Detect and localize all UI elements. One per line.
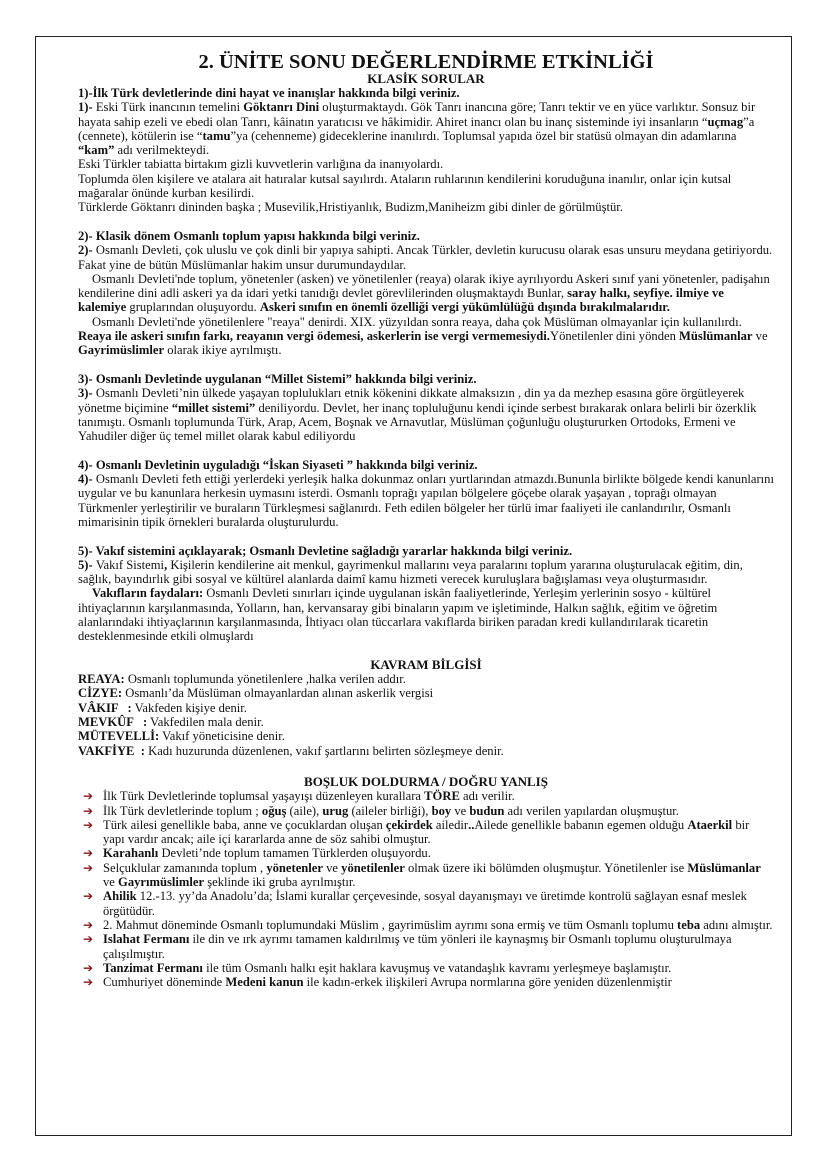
glossary-list [78, 672, 774, 758]
bold-text: 2)- [78, 243, 96, 258]
text-run: İlk Türk Devletlerinde toplumsal yaşayışı düzenleyen kurallara [103, 789, 425, 804]
text-run: olarak ikiye ayrılmıştı. [164, 343, 282, 358]
answer-paragraph [78, 243, 774, 272]
answer-paragraph [78, 157, 774, 171]
bold-text: Vakıfların faydaları: [92, 586, 204, 601]
text-run: gruplarından oluşuyordu. [126, 300, 260, 315]
bold-text: 5)- [78, 557, 96, 572]
answer-paragraph [78, 200, 774, 214]
text-run: 2. Mahmut döneminde Osmanlı toplumundaki Müslim , gayrimüslim ayrımı sona ermiş ve tüm Osmanlı toplumu [103, 917, 678, 932]
glossary-item [78, 701, 774, 715]
bold-text: urug [322, 803, 349, 818]
fill-item [83, 846, 774, 861]
text-run: ”a (cennete), kötülerin ise “ [78, 114, 755, 143]
text-run: ”ya (cehenneme) gideceklerine inanılırdı. Toplumsal yapıda özel bir statüsü olmayan din adamlarına [230, 128, 737, 143]
arrow-bullet-icon: ➔ [83, 860, 94, 875]
question-section-4 [78, 458, 774, 529]
text-run: Türklerde Göktanrı dininden başka ; Musevilik,Hristiyanlık, Budizm,Maniheizm gibi dinler de görülmüştür. [78, 200, 623, 215]
bold-text: Tanzimat Fermanı [103, 960, 203, 975]
bold-text: tamu [202, 128, 231, 143]
bold-text: teba [677, 917, 701, 932]
bold-text: Karahanlı [103, 846, 159, 861]
fill-item [83, 975, 774, 990]
fill-item [83, 889, 774, 918]
glossary-item [78, 744, 774, 758]
text-run: Cumhuriyet döneminde [103, 975, 226, 990]
bold-text: Göktanrı Dini [243, 100, 320, 115]
bold-text: Müslümanlar [687, 860, 761, 875]
bold-text: 3)- [78, 386, 96, 401]
bold-text: Medeni kanun [225, 975, 304, 990]
text-run: Osmanlı Devleti'nde yönetilenlere "reaya" denirdi. XIX. yüzyıldan sonra reaya, daha çok Müslüman olmayanlar için kullanılırdı. [92, 314, 742, 329]
bold-text: CİZYE: [78, 686, 123, 701]
bold-text: 1)- [78, 100, 96, 115]
text-run: Osmanlı Devleti sınırları içinde uygulanan iskân faaliyetlerinde, Yerleşim yerlerinin sosyo - kültürel ihtiyaçlarının karşılanmasında, Yolların, han, kervansaray gibi binaların yapım ve işletiminde, Halkın sağlık, eğitim ve öğretim alanlarındaki ihtiyaçlarının karşılanmasında, İhtiyacı olan tüccarlara vakıflarda biriken paradan kredi kullandırılarak ticaretin desteklenmesinde etkili olmuşlardı [78, 586, 718, 644]
text-run: adını almıştır. [700, 917, 773, 932]
question-heading [78, 458, 774, 472]
glossary-heading: KAVRAM BİLGİSİ [370, 656, 482, 672]
bold-text: çekirdek [385, 817, 433, 832]
question-text: 2)- Klasik dönem Osmanlı toplum yapısı hakkında bilgi veriniz. [78, 228, 420, 243]
question-sections [78, 86, 774, 644]
bold-text: “kam” [78, 143, 115, 158]
page-title: 2. ÜNİTE SONU DEĞERLENDİRME ETKİNLİĞİ [198, 51, 654, 73]
bold-text: REAYA: [78, 672, 125, 687]
text-run: bir yapı vardır ancak; aile içi kararlarda anne de söz sahibi olmuştur. [103, 817, 750, 847]
text-run: Osmanlı toplumunda yönetilenlere ,halka verilen addır. [124, 672, 406, 687]
fill-item [83, 803, 774, 818]
question-text: 5)- Vakıf sistemini açıklayarak; Osmanlı Devletine sağladığı yararlar hakkında bilgi veriniz. [78, 543, 573, 558]
bold-text: boy [431, 803, 452, 818]
glossary-item [78, 715, 774, 729]
text-run: Ailede genellikle babanın egemen olduğu [474, 817, 688, 832]
answer-paragraph [78, 315, 774, 358]
text-run: Vakıf yöneticisine denir. [159, 729, 285, 744]
text-run: ailedir [432, 817, 469, 832]
document-content [78, 52, 774, 989]
text-run: Devleti’nde toplum tamamen Türklerden oluşuyordu. [158, 846, 431, 861]
text-run: Eski Türkler tabiatta birtakım gizli kuvvetlerin varlığına da inanıyolardı. [78, 157, 444, 172]
arrow-bullet-icon: ➔ [83, 917, 94, 932]
text-run: deniliyordu. Devlet, her inanç topluluğunu kendi içinde serbest bırakarak onlara belirli bir özerklik tanımıştı. Osmanlı toplumunda Türk, Arap, Acem, Boşnak ve Arnavutlar, Müslüman çoğunluğu oluştururken Ortodoks, Ermeni ve Yahudiler diğer üç temel millet olarak kabul ediliyordu [78, 400, 757, 444]
text-run: Türk ailesi genellikle baba, anne ve çocuklardan oluşan [103, 817, 386, 832]
fill-item [83, 932, 774, 961]
fill-item [83, 960, 774, 975]
text-run: Osmanlı’da Müslüman olmayanlardan alınan askerlik vergisi [122, 686, 434, 701]
text-run: adı verilen yapılardan oluşmuştur. [504, 803, 679, 818]
arrow-bullet-icon: ➔ [83, 960, 94, 975]
bold-text: budun [469, 803, 505, 818]
bold-text: Ataerkil [687, 817, 733, 832]
fill-item [83, 917, 774, 932]
fill-item [83, 789, 774, 804]
text-run: ve [103, 875, 119, 890]
text-run: ve [451, 803, 470, 818]
text-run: adı verilir. [459, 789, 515, 804]
arrow-bullet-icon: ➔ [83, 932, 94, 947]
question-section-1 [78, 86, 774, 215]
text-run: Toplumda ölen kişilere ve atalara ait hatıralar kutsal sayılırdı. Ataların ruhlarının kendilerini koruduğuna inanılır, onlar için kutsal mağaralar önünde kurban kesilirdi. [78, 171, 732, 201]
fill-list [78, 789, 774, 989]
fill-heading: BOŞLUK DOLDURMA / DOĞRU YANLIŞ [304, 773, 548, 789]
bold-text: oğuş [261, 803, 287, 818]
question-text: 3)- Osmanlı Devletinde uygulanan “Millet Sistemi” hakkında bilgi veriniz. [78, 371, 477, 386]
text-run: (aile), [286, 803, 323, 818]
text-run: Kişilerin kendilerine ait menkul, gayrimenkul mallarını veya paralarını toplum yararına oluşturulacak eğitim, din, sağlık, bayındırlık gibi sosyal ve kültürel alanlarda daimî kamu hizmeti verecek kuruluşlara bağışlaması veya oluşturmasıdır. [78, 557, 743, 587]
text-run: adı verilmekteydi. [114, 143, 210, 158]
answer-paragraph [78, 558, 774, 587]
text-run: ile din ve ırk ayrımı tamamen kaldırılmış ve tüm yönleri ile kaynaşmış bir Osmanlı toplumu oluşturulmaya çalışılmıştır. [103, 932, 732, 961]
bold-text: uçmag [707, 114, 744, 129]
text-run: Vakıf Sistemi [95, 557, 165, 572]
bold-text: Islahat Fermanı [103, 932, 190, 947]
text-run: ve [322, 860, 342, 875]
text-run: İlk Türk devletlerinde toplum ; [103, 803, 262, 818]
question-section-5 [78, 544, 774, 644]
text-run: Osmanlı Devleti, çok uluslu ve çok dinli bir yapıya sahipti. Ancak Türkler, devletin kurucusu olarak esas unsuru meydana getiriyordu. Fakat yine de bütün Müslümanlar hakim unsur durumundaydılar. [78, 243, 773, 272]
text-run: Kadı huzurunda düzenlenen, vakıf şartlarını belirten sözleşmeye denir. [144, 743, 504, 758]
bold-text: Gayrımüslimler [118, 875, 205, 890]
question-heading [78, 544, 774, 558]
glossary-item [78, 672, 774, 686]
question-text: 4)- Osmanlı Devletinin uyguladığı “İskan Siyaseti ” hakkında bilgi veriniz. [78, 457, 478, 472]
text-run: ve [752, 329, 768, 344]
text-run: Osmanlı Devleti feth ettiği yerlerdeki yerleşik halka dokunmaz onları yurtlarından atmazdı.Bununla birlikte bölgede kendi kanunlarını uygular ve bu kanunlara herkesin uymasını isterdi. Osmanlı toprağı yapılan bölgelere göçebe olarak yaşayan , toprağı olmayan Türkmenler yerleştirilir ve buraların Türkleşmesi sağlanırdı. Feth edilen bölgeler her türlü imar faaliyeti ile canlandırılır, Osmanlı mimarisinin tipik örnekleri buralarda oluşturulurdu. [78, 472, 774, 529]
bold-text: saray halkı, seyfiye. ilmiye ve kalemiye [78, 286, 724, 315]
bold-text: MÜTEVELLİ: [78, 729, 160, 744]
answer-paragraph [78, 272, 774, 315]
bold-text: MEVKÛF : [78, 715, 148, 730]
glossary-item [78, 729, 774, 743]
arrow-bullet-icon: ➔ [83, 789, 94, 804]
bold-text: TÖRE [424, 789, 460, 804]
glossary-item [78, 686, 774, 700]
text-run: Eski Türk inancının temelini [95, 100, 244, 115]
answer-paragraph [78, 100, 774, 157]
bold-text: Gayrimüslimler [78, 343, 165, 358]
arrow-bullet-icon: ➔ [83, 889, 94, 904]
text-run: Vakfeden kişiye denir. [131, 700, 247, 715]
answer-paragraph [78, 172, 774, 201]
arrow-bullet-icon: ➔ [83, 803, 94, 818]
bold-text: Askeri sınıfın en önemli özelliği vergi yükümlülüğü dışında bırakılmalarıdır. [259, 300, 670, 315]
bold-text: .. [468, 817, 475, 832]
question-section-3 [78, 372, 774, 443]
bold-text: “millet sistemi” [171, 400, 256, 415]
text-run: (aileler birliği), [348, 803, 432, 818]
question-heading [78, 229, 774, 243]
bold-text: 4)- [78, 472, 96, 487]
text-run: Yönetilenler dini yönden [549, 329, 680, 344]
question-section-2 [78, 229, 774, 358]
text-run: Osmanlı Devleti'nde toplum, yönetenler (asken) ve yönetilenler (reaya) olarak ikiye ayrılıyordu Askeri sınıf yani yönetenler, padişahın kendilerine dini adli askeri ya da idari yetki tanıdığı devlet görevlilerinden oluşmaktaydı Bunlar, [78, 271, 770, 301]
bold-text: yönetenler [266, 860, 323, 875]
answer-paragraph [78, 386, 774, 443]
bold-text: Reaya ile askeri sınıfın farkı, reayanın vergi ödemesi, askerlerin ise vergi vermemesiydi. [78, 329, 550, 344]
bold-text: yönetilenler [341, 860, 405, 875]
text-run: ile kadın-erkek ilişkileri Avrupa normlarına göre yeniden düzenlenmiştir [303, 975, 672, 990]
bold-text: Müslümanlar [679, 329, 753, 344]
text-run: Osmanlı Devleti’nin ülkede yaşayan toplulukları etnik kökenini dikkate almaksızın , din ya da mezhep esasına göre örgütleyerek yönetme biçimine [78, 386, 745, 415]
arrow-bullet-icon: ➔ [83, 846, 94, 861]
text-run: oluşturmaktaydı. Gök Tanrı inancına göre; Tanrı tektir ve en yüce varlıktır. Sonsuz bir hayata sahip ezeli ve ebedi olan Tanrı, kâinatın yaratıcısı ve hâkimidir. Ahiret inancı olan bu inanç sisteminde iyi insanların “ [78, 100, 756, 129]
arrow-bullet-icon: ➔ [83, 817, 94, 832]
bold-text: VAKFİYE : [78, 743, 145, 758]
bold-text: VÂKIF : [78, 700, 132, 715]
bold-text: Ahilik [103, 889, 137, 904]
answer-paragraph [78, 472, 774, 529]
text-run: 12.-13. yy’da Anadolu’da; İslami kurallar çerçevesinde, sosyal dayanışmayı ve üretimde kontrolü sağlayan esnaf meslek örgütüdür. [103, 889, 747, 918]
text-run: şeklinde iki gruba ayrılmıştır. [204, 875, 356, 890]
answer-paragraph [78, 586, 774, 643]
text-run: olmak üzere iki bölümden oluşmuştur. Yönetilenler ise [404, 860, 688, 875]
fill-item [83, 860, 774, 890]
text-run: ile tüm Osmanlı halkı eşit haklara kavuşmuş ve vatandaşlık kavramı yerleşmeye başlamıştır. [202, 960, 672, 975]
fill-item [83, 817, 774, 847]
text-run: Vakfedilen mala denir. [147, 715, 264, 730]
arrow-bullet-icon: ➔ [83, 975, 94, 990]
question-heading [78, 372, 774, 386]
text-run: Selçuklular zamanında toplum , [103, 860, 267, 875]
question-text: 1)-İlk Türk devletlerinde dini hayat ve inanışlar hakkında bilgi veriniz. [78, 86, 460, 100]
bold-text: , [164, 557, 168, 572]
page-subtitle: KLASİK SORULAR [367, 71, 485, 86]
question-heading [78, 86, 774, 100]
